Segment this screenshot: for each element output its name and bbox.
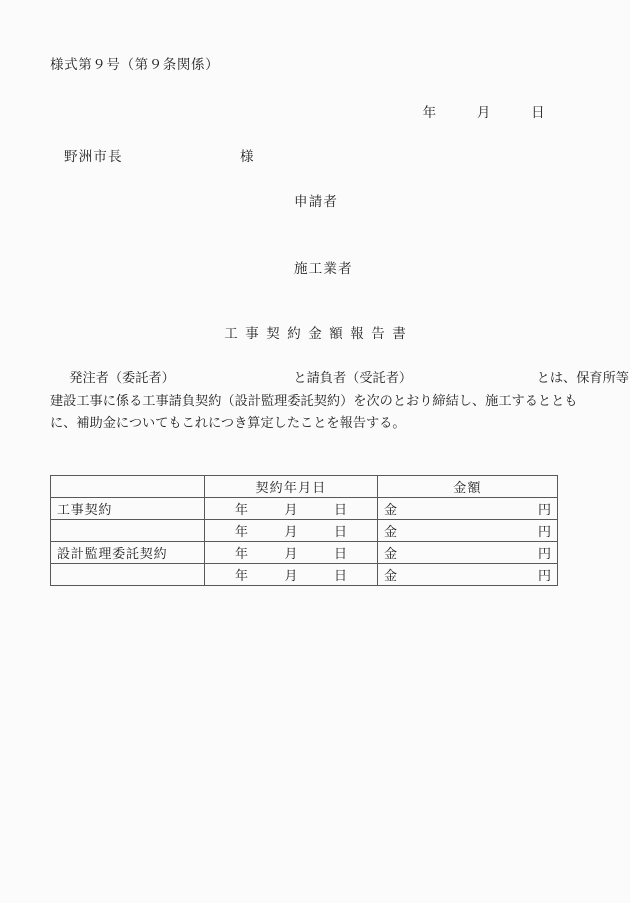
row-amount-prefix: 金 (384, 568, 398, 583)
row-amount-field[interactable] (378, 520, 558, 542)
row-date-field[interactable] (205, 564, 378, 586)
row-date-field[interactable] (205, 520, 378, 542)
row-date-day: 日 (334, 524, 348, 539)
row-date-day: 日 (334, 502, 348, 517)
body-line-2: 建設工事に係る工事請負契約（設計監理委託契約）を次のとおり締結し、施工するととも (50, 392, 578, 408)
body-orderer-text: 発注者（委託者） (69, 370, 175, 385)
row-label (51, 564, 205, 586)
applicant-label: 申請者 (294, 194, 339, 209)
row-date-day: 日 (334, 568, 348, 583)
row-label: 工事契約 (51, 498, 205, 520)
addressee-recipient: 野洲市長 (64, 149, 123, 164)
row-date-month: 月 (284, 568, 298, 583)
header-cell-blank (51, 476, 205, 498)
table-header-row (51, 476, 558, 498)
page-title: 工事契約金額報告書 (224, 326, 414, 341)
date-year-label: 年 (422, 105, 437, 120)
body-paragraph (50, 367, 629, 435)
body-line1-tail: とは、保育所等 (536, 370, 629, 385)
date-day-label: 日 (531, 105, 545, 120)
row-amount-field[interactable] (378, 542, 558, 564)
header-cell-amount: 金額 (378, 476, 558, 498)
row-date-year: 年 (234, 546, 248, 561)
row-amount-field[interactable] (378, 498, 558, 520)
row-label (51, 520, 205, 542)
row-date-field[interactable] (205, 498, 378, 520)
date-month-label: 月 (476, 105, 491, 120)
form-number: 様式第９号（第９条関係） (50, 57, 220, 72)
row-date-year: 年 (234, 568, 248, 583)
contract-table (50, 475, 558, 586)
row-amount-suffix: 円 (537, 568, 551, 583)
row-amount-prefix: 金 (384, 502, 398, 517)
table-row (51, 520, 558, 542)
date-line (50, 101, 557, 121)
body-contractor-text: と請負者（受託者） (293, 370, 413, 385)
row-amount-field[interactable] (378, 564, 558, 586)
table-row (51, 564, 558, 586)
table-row (51, 542, 558, 564)
header-cell-date: 契約年月日 (205, 476, 378, 498)
row-amount-suffix: 円 (537, 546, 551, 561)
row-date-field[interactable] (205, 542, 378, 564)
row-date-year: 年 (234, 502, 248, 517)
row-label: 設計監理委託契約 (51, 542, 205, 564)
row-amount-suffix: 円 (537, 502, 551, 517)
body-line-3: に、補助金についてもこれにつき算定したことを報告する。 (50, 415, 406, 431)
row-amount-prefix: 金 (384, 546, 398, 561)
row-date-day: 日 (334, 546, 348, 561)
builder-label: 施工業者 (294, 261, 353, 276)
row-date-month: 月 (284, 502, 298, 517)
body-line-1 (50, 367, 629, 390)
row-date-month: 月 (284, 546, 298, 561)
row-amount-prefix: 金 (384, 524, 398, 539)
row-date-month: 月 (284, 524, 298, 539)
row-amount-suffix: 円 (537, 524, 551, 539)
addressee-honorific: 様 (239, 149, 255, 164)
table-row (51, 498, 558, 520)
addressee-line (64, 145, 255, 165)
row-date-year: 年 (234, 524, 248, 539)
